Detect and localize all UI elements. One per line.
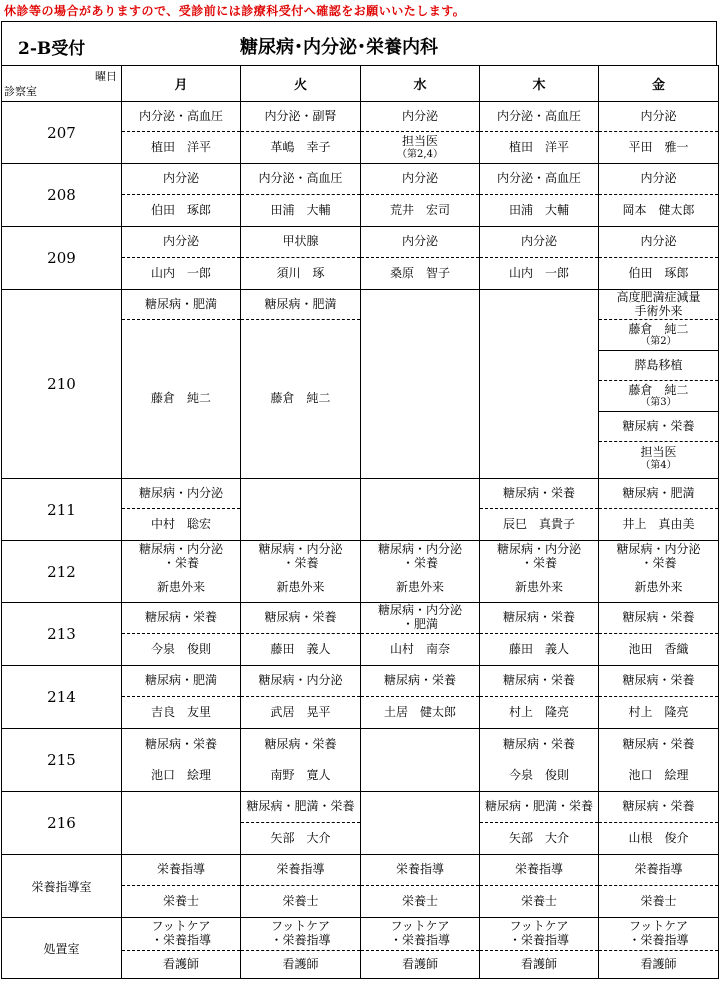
row-207: [2, 102, 719, 164]
room-216: 216: [2, 792, 122, 855]
room-208: 208: [2, 164, 122, 227]
cell-212-thu: [480, 541, 599, 603]
clinic-label: 糖尿病・栄養: [599, 666, 718, 697]
doctor-name: 岡本 健太郎: [622, 202, 695, 217]
clinic-label-2: 手術外来: [634, 303, 683, 318]
doctor-name: 藤田 義人: [270, 641, 331, 656]
cell-214-wed: [361, 666, 480, 729]
cell-210-thu: [480, 290, 599, 479]
cell-214-thu: [480, 666, 599, 729]
clinic-label: 糖尿病・栄養: [361, 666, 479, 697]
clinic-label-2: ・栄養: [640, 556, 677, 570]
clinic-label: 糖尿病・栄養: [122, 603, 240, 634]
clinic-label-block: [599, 541, 718, 573]
row-210: [2, 290, 719, 479]
service-label-2: ・栄養指導: [508, 933, 569, 947]
cell-209-thu: [480, 227, 599, 290]
doctor-name: 山内 一郎: [150, 265, 211, 280]
staff-label: 看護師: [162, 956, 199, 971]
service-label: フットケア: [271, 919, 330, 934]
title-bar: [1, 21, 717, 65]
clinic-label: 糖尿病・栄養: [480, 666, 598, 697]
clinic-label: 糖尿病・栄養: [264, 736, 337, 751]
cell-209-fri: [599, 227, 719, 290]
row-treatment: [2, 918, 719, 979]
cell-207-thu: [480, 102, 599, 164]
row-208: [2, 164, 719, 227]
clinic-label: 糖尿病・栄養: [599, 412, 718, 442]
service-label-block: [599, 918, 718, 951]
doctor-name: 担当医: [640, 445, 677, 460]
clinic-type: 新患外来: [156, 579, 205, 594]
room-214: 214: [2, 666, 122, 729]
clinic-label: 内分泌: [599, 102, 718, 132]
cell-211-thu: [480, 479, 599, 541]
staff-label: 栄養士: [640, 893, 677, 908]
clinic-type: 新患外来: [276, 579, 325, 594]
cell-216-tue: [241, 792, 361, 855]
cell-treatment-mon: [122, 918, 241, 979]
doctor-block: [599, 381, 718, 412]
clinic-type: 新患外来: [514, 579, 563, 594]
clinic-label: 糖尿病・栄養: [480, 603, 598, 634]
clinic-label-2: ・栄養: [162, 556, 199, 570]
doctor-name: 矢部 大介: [270, 830, 331, 845]
doctor-name: 田浦 大輔: [270, 202, 331, 217]
doctor-name: 植田 洋平: [508, 139, 569, 154]
cell-214-fri: [599, 666, 719, 729]
cell-216-wed: [361, 792, 480, 855]
reception-label: 2-B受付: [18, 39, 86, 59]
staff-label: 看護師: [401, 956, 438, 971]
service-label-2: ・栄養指導: [389, 933, 450, 947]
staff-label: 栄養士: [401, 893, 438, 908]
service-label-2: ・栄養指導: [270, 933, 331, 947]
doctor-block: [361, 132, 479, 163]
cell-216-fri: [599, 792, 719, 855]
doctor-name: 井上 真由美: [622, 516, 695, 531]
cell-208-wed: [361, 164, 480, 227]
doctor-name: 村上 隆亮: [508, 704, 569, 719]
corner-room-label: 診察室: [4, 85, 37, 98]
room-212: 212: [2, 541, 122, 603]
cell-211-mon: [122, 479, 241, 541]
doctor-name: 植田 洋平: [150, 139, 211, 154]
cell-210-tue: [241, 290, 361, 479]
cell-212-wed: [361, 541, 480, 603]
clinic-label: 内分泌: [361, 227, 479, 258]
doctor-name: 今泉 俊則: [508, 767, 569, 782]
staff-label: 看護師: [520, 956, 557, 971]
row-209: [2, 227, 719, 290]
week-note: （第4）: [640, 459, 677, 471]
clinic-label-block: [599, 290, 718, 320]
cell-nutrition-wed: [361, 855, 480, 918]
doctor-name: 今泉 俊則: [150, 641, 211, 656]
clinic-label: 糖尿病・内分泌: [377, 603, 462, 618]
doctor-name: 須川 琢: [276, 265, 325, 280]
cell-210-mon: [122, 290, 241, 479]
room-treatment: 処置室: [2, 918, 122, 979]
clinic-label: 糖尿病・栄養: [599, 792, 718, 823]
clinic-label-block: [241, 541, 360, 573]
service-label-block: [480, 918, 598, 951]
clinic-label-block: [361, 541, 479, 573]
doctor-name: 村上 隆亮: [628, 704, 689, 719]
cell-208-fri: [599, 164, 719, 227]
cell-treatment-wed: [361, 918, 480, 979]
cell-210-wed: [361, 290, 480, 479]
clinic-label: 糖尿病・内分泌: [496, 542, 581, 557]
room-207: 207: [2, 102, 122, 164]
service-label: 栄養指導: [480, 855, 598, 886]
row-212: [2, 541, 719, 603]
staff-label: 看護師: [640, 956, 677, 971]
cell-209-mon: [122, 227, 241, 290]
staff-label: 栄養士: [520, 893, 557, 908]
service-label-block: [122, 918, 240, 951]
clinic-label: 糖尿病・内分泌: [616, 542, 701, 557]
clinic-label: 糖尿病・肥満・栄養: [241, 792, 360, 823]
clinic-label: 甲状腺: [241, 227, 360, 258]
cell-211-tue: [241, 479, 361, 541]
cell-207-tue: [241, 102, 361, 164]
cell-nutrition-fri: [599, 855, 719, 918]
cell-215-thu: [480, 729, 599, 792]
clinic-label: 内分泌・高血圧: [480, 102, 598, 132]
service-label: フットケア: [390, 919, 450, 934]
clinic-type: 新患外来: [634, 579, 683, 594]
clinic-label: 糖尿病・栄養: [502, 736, 575, 751]
cell-207-fri: [599, 102, 719, 164]
cell-212-fri: [599, 541, 719, 603]
clinic-label: 糖尿病・内分泌: [122, 479, 240, 509]
clinic-label-block: [480, 541, 598, 573]
service-label: 栄養指導: [361, 855, 479, 886]
cell-nutrition-tue: [241, 855, 361, 918]
clinic-label: 糖尿病・栄養: [241, 603, 360, 634]
clinic-label: 内分泌: [361, 164, 479, 195]
cell-215-tue: [241, 729, 361, 792]
service-label-2: ・栄養指導: [150, 933, 211, 947]
room-209: 209: [2, 227, 122, 290]
cell-211-fri: [599, 479, 719, 541]
clinic-label-block: [122, 541, 240, 573]
clinic-label: 内分泌: [122, 164, 240, 195]
doctor-name: 武居 晃平: [270, 704, 331, 719]
doctor-name: 伯田 琢郎: [628, 265, 689, 280]
clinic-label: 糖尿病・内分泌: [377, 542, 462, 557]
doctor-block: [599, 320, 718, 351]
cell-216-mon: [122, 792, 241, 855]
cell-208-mon: [122, 164, 241, 227]
row-214: [2, 666, 719, 729]
cell-215-mon: [122, 729, 241, 792]
service-label: 栄養指導: [122, 855, 240, 886]
schedule-table: [1, 65, 719, 979]
service-label: フットケア: [629, 919, 688, 934]
clinic-label: 高度肥満症減量: [616, 290, 701, 304]
clinic-label: 内分泌・高血圧: [480, 164, 598, 195]
staff-label: 栄養士: [282, 893, 319, 908]
clinic-label: 糖尿病・栄養: [622, 736, 695, 751]
service-label: 栄養指導: [599, 855, 718, 886]
clinic-label: 糖尿病・栄養: [144, 736, 217, 751]
staff-label: 栄養士: [162, 893, 199, 908]
room-211: 211: [2, 479, 122, 541]
doctor-name: 土居 健太郎: [383, 704, 456, 719]
cell-treatment-tue: [241, 918, 361, 979]
day-header-mon: 月: [122, 66, 241, 102]
clinic-label: 内分泌: [122, 227, 240, 258]
doctor-name: 藤倉 純二: [628, 321, 689, 336]
clinic-label: 糖尿病・肥満: [122, 290, 240, 320]
service-label: フットケア: [509, 919, 569, 934]
day-header-thu: 木: [480, 66, 599, 102]
cell-208-thu: [480, 164, 599, 227]
clinic-label: 膵島移植: [599, 351, 718, 381]
doctor-block: [599, 442, 718, 475]
doctor-name: 山根 俊介: [628, 830, 689, 845]
clinic-label: 糖尿病・内分泌: [241, 666, 360, 697]
room-213: 213: [2, 603, 122, 666]
cell-212-tue: [241, 541, 361, 603]
cell-207-wed: [361, 102, 480, 164]
doctor-name: 平田 雅一: [628, 139, 689, 154]
staff-label: 看護師: [282, 956, 319, 971]
week-note: （第2）: [640, 336, 677, 348]
day-header-tue: 火: [241, 66, 361, 102]
clinic-label: 糖尿病・肥満: [122, 666, 240, 697]
room-nutrition: 栄養指導室: [2, 855, 122, 918]
cell-213-fri: [599, 603, 719, 666]
doctor-name: 辰巳 真貴子: [502, 516, 575, 531]
clinic-label: 内分泌・副腎: [241, 102, 360, 132]
cell-nutrition-mon: [122, 855, 241, 918]
clinic-label: 糖尿病・肥満・栄養: [480, 792, 598, 823]
clinic-label: 内分泌: [361, 102, 479, 132]
clinic-type: 新患外来: [395, 579, 444, 594]
doctor-name: 山村 南奈: [389, 641, 450, 656]
clinic-label: 糖尿病・栄養: [599, 603, 718, 634]
corner-cell: [2, 66, 122, 102]
department-title: 糖尿病･内分泌･栄養内科: [240, 37, 438, 58]
cell-213-mon: [122, 603, 241, 666]
week-note: （第2,4）: [397, 148, 443, 160]
clinic-label-2: ・栄養: [282, 556, 319, 570]
header-row: [2, 66, 719, 102]
cell-210-fri: [599, 290, 719, 479]
row-211: [2, 479, 719, 541]
cell-209-wed: [361, 227, 480, 290]
doctor-name: 山内 一郎: [508, 265, 569, 280]
doctor-name: 池田 香織: [628, 641, 689, 656]
cell-213-tue: [241, 603, 361, 666]
doctor-name: 吉良 友里: [150, 704, 211, 719]
doctor-name: 田浦 大輔: [508, 202, 569, 217]
cell-207-mon: [122, 102, 241, 164]
cell-213-thu: [480, 603, 599, 666]
row-216: [2, 792, 719, 855]
notice-text: 休診等の場合がありますので、受診前には診療科受付へ確認をお願いいたします。: [4, 4, 466, 18]
room-210: 210: [2, 290, 122, 479]
doctor-name: 藤倉 純二: [628, 382, 689, 397]
doctor-name: 伯田 琢郎: [150, 202, 211, 217]
corner-day-label: 曜日: [95, 70, 117, 83]
cell-nutrition-thu: [480, 855, 599, 918]
clinic-label: 内分泌: [480, 227, 598, 258]
clinic-label-2: ・肥満: [401, 617, 438, 631]
cell-214-tue: [241, 666, 361, 729]
clinic-label: 糖尿病・栄養: [480, 479, 598, 509]
week-note: （第3）: [640, 397, 677, 409]
room-215: 215: [2, 729, 122, 792]
doctor-name: 池口 絵理: [628, 767, 689, 782]
cell-211-wed: [361, 479, 480, 541]
clinic-label: 糖尿病・肥満: [599, 479, 718, 509]
clinic-label: 内分泌・高血圧: [122, 102, 240, 132]
doctor-name: 藤倉 純二: [270, 391, 331, 406]
cell-212-mon: [122, 541, 241, 603]
service-label-block: [361, 918, 479, 951]
clinic-label-2: ・栄養: [401, 556, 438, 570]
service-label-block: [241, 918, 360, 951]
row-213: [2, 603, 719, 666]
clinic-label: 糖尿病・内分泌: [138, 542, 223, 557]
cell-215-wed: [361, 729, 480, 792]
clinic-label: 内分泌: [599, 227, 718, 258]
clinic-label-2: ・栄養: [520, 556, 557, 570]
doctor-name: 担当医: [401, 134, 438, 149]
clinic-label: 糖尿病・内分泌: [258, 542, 343, 557]
doctor-name: 藤田 義人: [508, 641, 569, 656]
cell-216-thu: [480, 792, 599, 855]
doctor-name: 革嶋 幸子: [270, 139, 331, 154]
doctor-name: 藤倉 純二: [150, 391, 211, 406]
clinic-label: 糖尿病・肥満: [241, 290, 360, 320]
cell-208-tue: [241, 164, 361, 227]
clinic-label: 内分泌: [599, 164, 718, 195]
cell-treatment-thu: [480, 918, 599, 979]
doctor-name: 池口 絵理: [150, 767, 211, 782]
clinic-label-block: [361, 603, 479, 634]
doctor-name: 矢部 大介: [508, 830, 569, 845]
cell-209-tue: [241, 227, 361, 290]
cell-215-fri: [599, 729, 719, 792]
doctor-name: 荒井 宏司: [389, 202, 450, 217]
doctor-name: 桑原 智子: [389, 265, 450, 280]
cell-214-mon: [122, 666, 241, 729]
service-label: フットケア: [151, 919, 211, 934]
clinic-label: 内分泌・高血圧: [241, 164, 360, 195]
day-header-fri: 金: [599, 66, 719, 102]
doctor-name: 南野 寛人: [270, 767, 331, 782]
row-nutrition: [2, 855, 719, 918]
cell-213-wed: [361, 603, 480, 666]
day-header-wed: 水: [361, 66, 480, 102]
row-215: [2, 729, 719, 792]
service-label: 栄養指導: [241, 855, 360, 886]
doctor-name: 中村 聡宏: [150, 516, 211, 531]
cell-treatment-fri: [599, 918, 719, 979]
service-label-2: ・栄養指導: [628, 933, 689, 947]
